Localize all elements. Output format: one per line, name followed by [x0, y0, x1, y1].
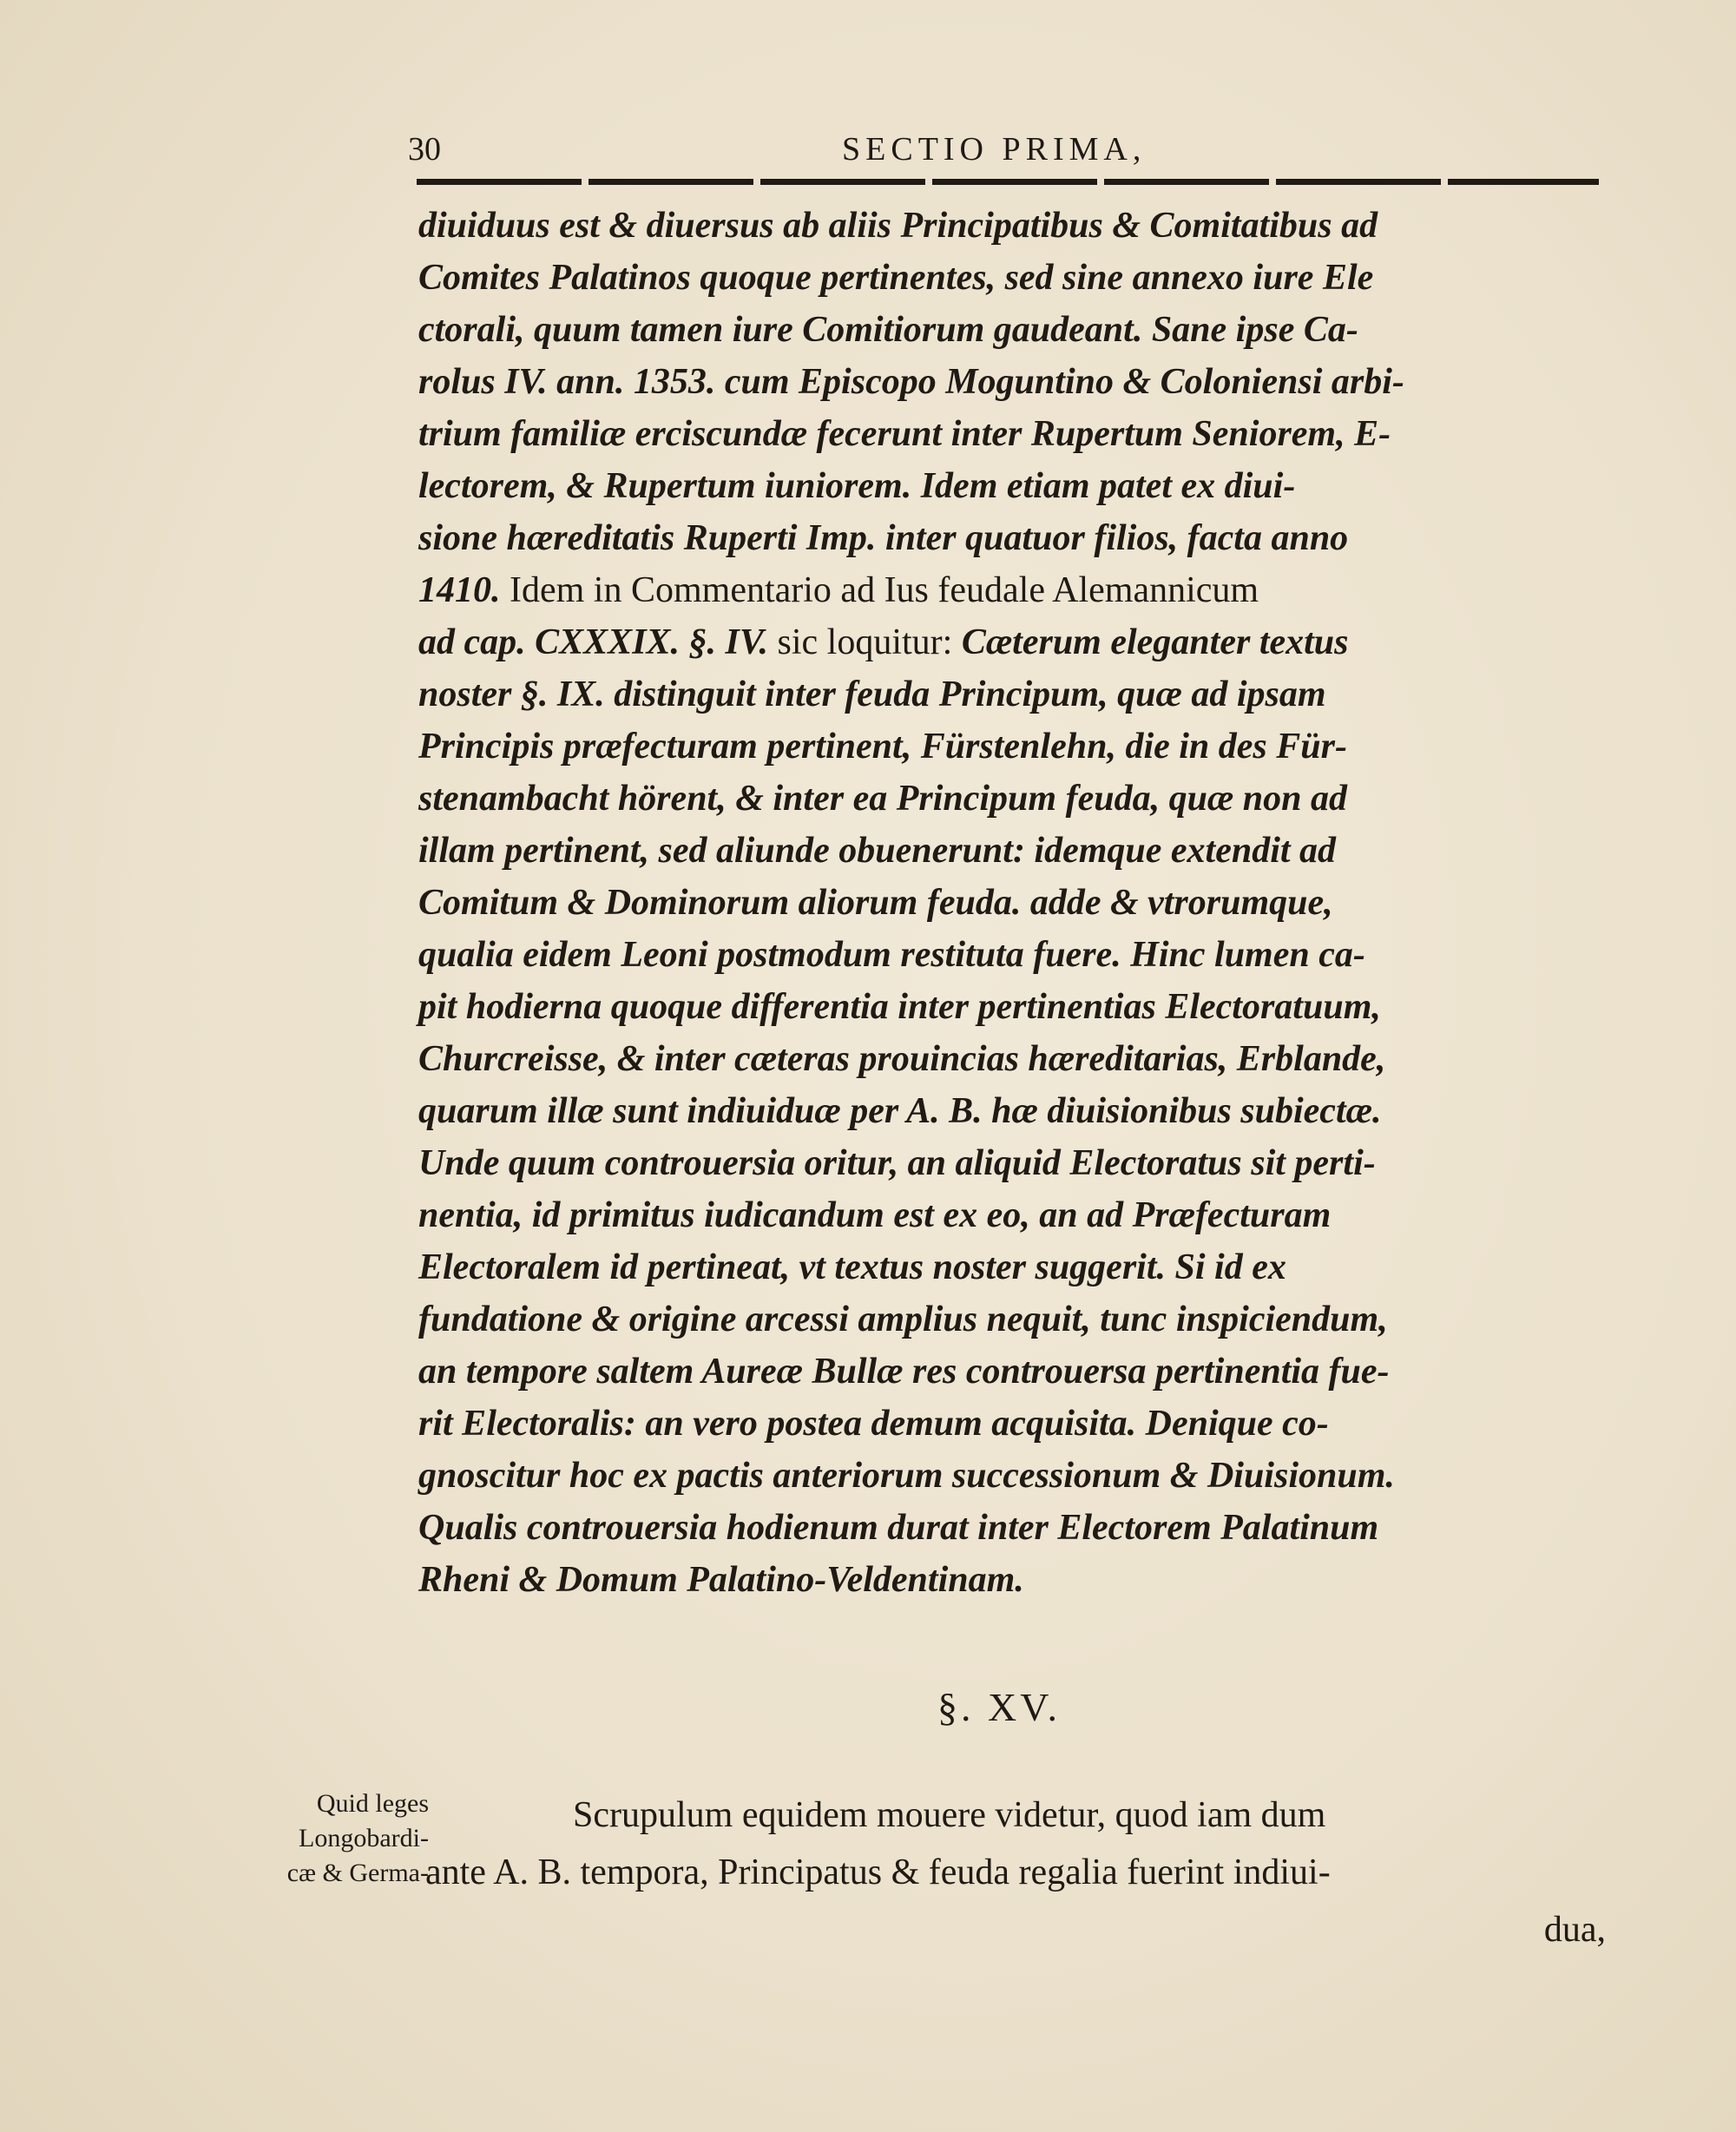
- text-line-mixed: [418, 616, 1608, 668]
- paragraph-line: dua,: [1543, 1910, 1606, 1950]
- margin-note-line: Quid leges: [316, 1789, 429, 1818]
- margin-note: [227, 1787, 429, 1891]
- text-line: Electoralem id pertineat, vt textus noster suggerit. Si id ex: [418, 1247, 1286, 1287]
- running-title: SECTIO PRIMA,: [842, 131, 1147, 168]
- text-line: lectorem, & Rupertum iuniorem. Idem etiam patet ex diui-: [418, 466, 1296, 506]
- text-line: ctorali, quum tamen iure Comitiorum gaudeant. Sane ipse Ca-: [418, 310, 1358, 350]
- text-line: gnoscitur hoc ex pactis anteriorum successionum & Diuisionum.: [418, 1456, 1395, 1496]
- text-line: diuiduus est & diuersus ab aliis Principatibus & Comitatibus ad: [418, 206, 1378, 246]
- italic-segment: Cæterum eleganter textus: [961, 622, 1349, 662]
- header-rule: [417, 179, 1599, 185]
- page-header: [408, 130, 1597, 174]
- italic-segment: 1410.: [418, 570, 501, 610]
- text-line: sione hæreditatis Ruperti Imp. inter quatuor filios, facta anno: [418, 518, 1349, 558]
- text-line: fundatione & origine arcessi amplius nequit, tunc inspiciendum,: [418, 1300, 1388, 1339]
- body-text: [418, 200, 1608, 1606]
- text-line: Rheni & Domum Palatino-Veldentinam.: [418, 1560, 1024, 1600]
- margin-note-line: Longobardi-: [299, 1824, 429, 1852]
- paragraph-line: ante A. B. tempora, Principatus & feuda regalia fuerint indiui-: [425, 1852, 1331, 1892]
- text-line: rit Electoralis: an vero postea demum acquisita. Denique co-: [418, 1404, 1329, 1444]
- text-line: quarum illæ sunt indiuiduæ per A. B. hæ diuisionibus subiectæ.: [418, 1091, 1382, 1131]
- text-line: stenambacht hörent, & inter ea Principum feuda, quæ non ad: [418, 779, 1347, 819]
- paragraph: [425, 1787, 1606, 1958]
- page-number: 30: [408, 131, 441, 168]
- text-line: an tempore saltem Aureæ Bullæ res controuersa pertinentia fue-: [418, 1352, 1390, 1392]
- margin-note-line: cæ & Germa-: [286, 1859, 429, 1887]
- text-line: Principis præfecturam pertinent, Fürstenlehn, die in des Für-: [418, 727, 1347, 767]
- text-line: trium familiæ erciscundæ fecerunt inter Rupertum Seniorem, E-: [418, 414, 1391, 454]
- roman-segment: Idem in Commentario ad Ius feudale Alemannicum: [500, 570, 1259, 610]
- text-line: Qualis controuersia hodienum durat inter Electorem Palatinum: [418, 1508, 1379, 1548]
- section-heading: §. XV.: [937, 1685, 1062, 1729]
- text-line: qualia eidem Leoni postmodum restituta fuere. Hinc lumen ca-: [418, 935, 1365, 975]
- roman-segment: sic loquitur:: [768, 622, 962, 662]
- text-line: illam pertinent, sed aliunde obuenerunt: idemque extendit ad: [418, 831, 1337, 871]
- text-line-mixed: [418, 564, 1608, 616]
- text-line: Unde quum controuersia oritur, an aliquid Electoratus sit perti-: [418, 1143, 1376, 1183]
- text-line: Churcreisse, & inter cæteras prouincias hæreditarias, Erblande,: [418, 1039, 1386, 1079]
- text-line: pit hodierna quoque differentia inter pertinentias Electoratuum,: [418, 987, 1381, 1027]
- text-line: rolus IV. ann. 1353. cum Episcopo Moguntino & Coloniensi arbi-: [418, 362, 1404, 402]
- paragraph-line: Scrupulum equidem mouere videtur, quod iam dum: [573, 1795, 1326, 1835]
- text-line: Comites Palatinos quoque pertinentes, sed sine annexo iure Ele: [418, 258, 1374, 298]
- text-line: Comitum & Dominorum aliorum feuda. adde & vtrorumque,: [418, 883, 1333, 923]
- italic-segment: ad cap. CXXXIX. §. IV.: [418, 622, 768, 662]
- text-line: nentia, id primitus iudicandum est ex eo, an ad Præfecturam: [418, 1195, 1332, 1235]
- text-line: noster §. IX. distinguit inter feuda Principum, quæ ad ipsam: [418, 674, 1326, 714]
